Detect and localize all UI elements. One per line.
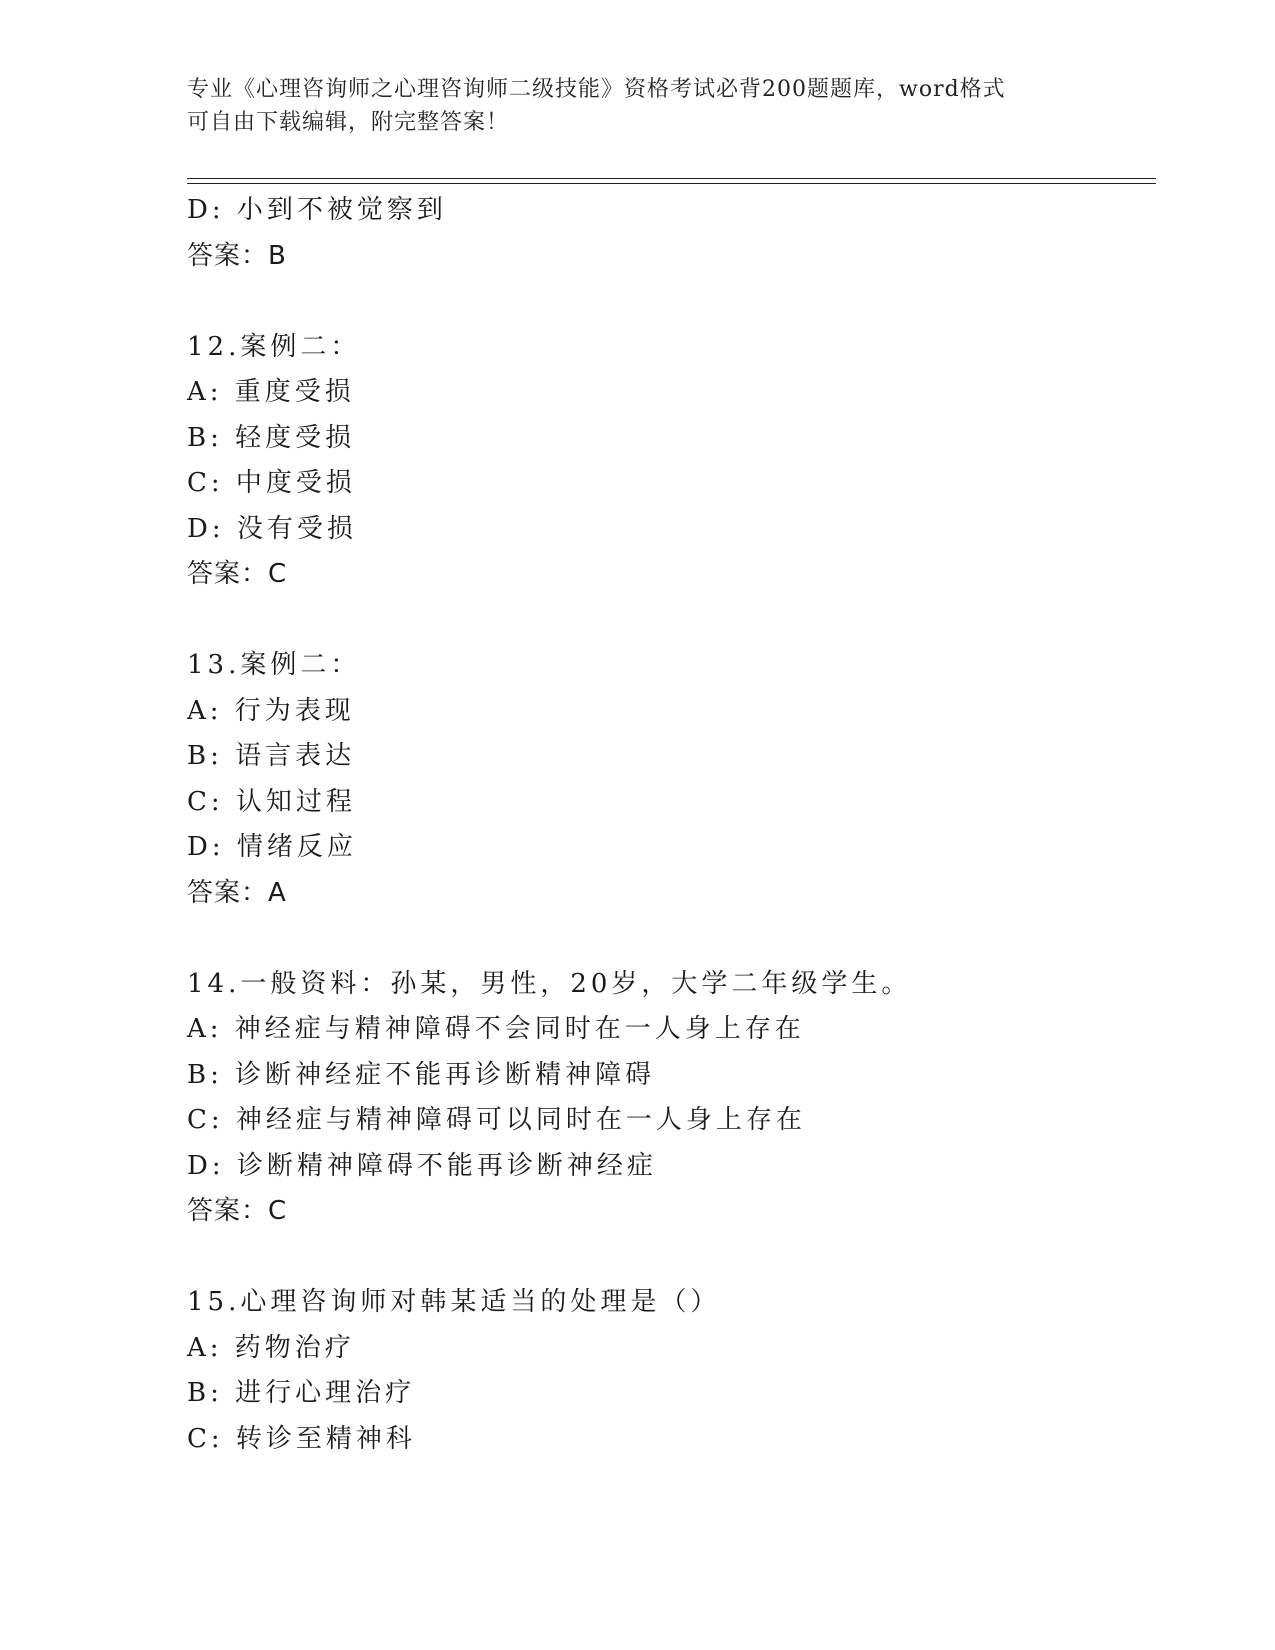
option-b: B: 轻度受损 xyxy=(187,422,356,453)
answer-line: 答案：C xyxy=(187,559,288,589)
option-c: C: 认知过程 xyxy=(187,786,356,817)
option-a: A: 行为表现 xyxy=(187,695,355,726)
spacer xyxy=(187,279,1156,325)
option-b: B: 诊断神经症不能再诊断精神障碍 xyxy=(187,1059,656,1090)
spacer xyxy=(187,916,1156,962)
option-d: D: 诊断精神障碍不能再诊断神经症 xyxy=(187,1150,657,1181)
header-line-1: 专业《心理咨询师之心理咨询师二级技能》资格考试必背200题题库，word格式 xyxy=(187,77,1006,102)
option-a: A: 重度受损 xyxy=(187,377,355,407)
option-a: A: 神经症与精神障碍不会同时在一人身上存在 xyxy=(187,1014,805,1044)
option-b: B: 进行心理治疗 xyxy=(187,1378,416,1408)
question-list xyxy=(187,188,1156,1462)
header-divider-top xyxy=(187,178,1156,179)
header-line-2: 可自由下载编辑，附完整答案！ xyxy=(187,110,510,135)
header-divider-bottom xyxy=(187,183,1156,184)
option-b: B: 语言表达 xyxy=(187,741,356,771)
option-a: A: 药物治疗 xyxy=(187,1332,355,1363)
question-stem-14: 14.一般资料：孙某，男性，20岁，大学二年级学生。 xyxy=(187,968,912,999)
option-d: D: 情绪反应 xyxy=(187,832,357,862)
spacer xyxy=(187,1235,1156,1281)
answer-line: 答案：A xyxy=(187,877,287,908)
question-stem-12: 12.案例二： xyxy=(187,331,361,362)
option-c: C: 神经症与精神障碍可以同时在一人身上存在 xyxy=(187,1105,806,1135)
question-stem-15: 15.心理咨询师对韩某适当的处理是（） xyxy=(187,1287,721,1317)
answer-line: 答案：B xyxy=(187,240,287,271)
answer-line: 答案：C xyxy=(187,1196,288,1226)
option-d: D: 没有受损 xyxy=(187,513,357,544)
option-c: C: 转诊至精神科 xyxy=(187,1423,416,1454)
document-header xyxy=(187,73,1087,139)
question-stem-13: 13.案例二： xyxy=(187,650,361,680)
option-c: C: 中度受损 xyxy=(187,468,356,498)
option-d: D: 小到不被觉察到 xyxy=(187,195,447,225)
spacer xyxy=(187,598,1156,644)
